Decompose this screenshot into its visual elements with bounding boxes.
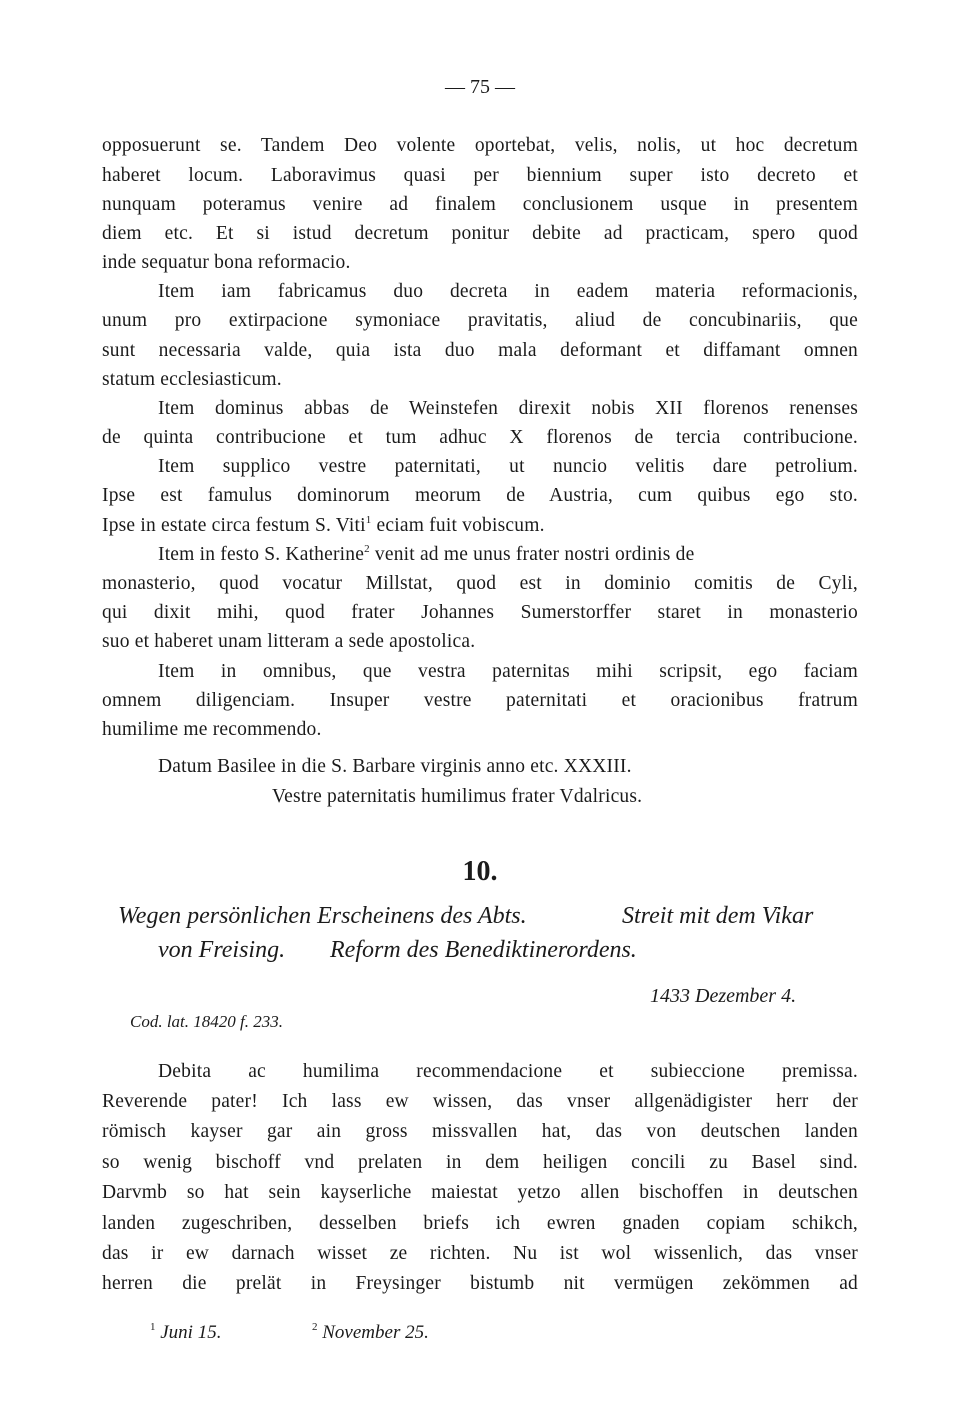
text-line: Item iam fabricamus duo decreta in eadem materia reformacionis, <box>158 281 858 302</box>
text-line: Darvmb so hat sein kayserliche maiestat yetzo allen bischoffen in deutschen <box>102 1182 858 1203</box>
text-line: de quinta contribucione et tum adhuc X florenos de tercia contribucione. <box>102 427 858 448</box>
text-line: suo et haberet unam litteram a sede apostolica. <box>102 631 476 652</box>
page-number: — 75 — <box>445 76 515 98</box>
manuscript-source: Cod. lat. 18420 f. 233. <box>130 1012 284 1031</box>
text-line: Item dominus abbas de Weinstefen direxit nobis XII florenos renenses <box>158 398 858 419</box>
footnote-text: November 25. <box>322 1322 429 1343</box>
footnote-marker: 1 <box>150 1321 156 1333</box>
text-line: herren die prelät in Freysinger bistumb nit vermügen zekömmen ad <box>102 1273 858 1294</box>
section-heading: von Freising. <box>158 937 286 963</box>
section-heading: Wegen persönlichen Erscheinens des Abts. <box>118 903 527 929</box>
section-heading: Streit mit dem Vikar <box>622 903 814 929</box>
text-line: römisch kayser gar ain gross missvallen hat, das von deutschen landen <box>102 1121 858 1142</box>
text-line: das ir ew darnach wisset ze richten. Nu ist wol wissenlich, das vnser <box>102 1243 858 1264</box>
section-heading: Reform des Benediktinerordens. <box>330 937 637 963</box>
text-line: inde sequatur bona reformacio. <box>102 252 351 273</box>
text-segment: venit ad me unus frater nostri ordinis de <box>369 544 695 565</box>
text-line: sunt necessaria valde, quia ista duo mala deformant et diffamant omnen <box>102 340 858 361</box>
text-line: statum ecclesiasticum. <box>102 369 282 390</box>
footnote-text: Juni 15. <box>160 1322 222 1343</box>
text-line: haberet locum. Laboravimus quasi per biennium super isto decreto et <box>102 165 858 186</box>
text-line: Ipse est famulus dominorum meorum de Austria, cum quibus ego sto. <box>102 485 858 506</box>
footnote-marker: 1 <box>365 514 372 526</box>
text-line: nunquam poteramus venire ad finalem conclusionem usque in presentem <box>102 194 858 215</box>
footnote <box>312 1322 429 1344</box>
section-number: 10. <box>462 856 498 887</box>
text-line: so wenig bischoff vnd prelaten in dem heiligen concili zu Basel sind. <box>102 1152 858 1173</box>
text-line: Debita ac humilima recommendacione et subieccione premissa. <box>158 1061 858 1082</box>
text-line-with-footnote <box>158 540 858 570</box>
text-line: humilime me recommendo. <box>102 719 322 740</box>
footnote-marker: 2 <box>364 543 370 555</box>
text-segment: Ipse in estate circa festum S. Viti <box>102 515 366 536</box>
dating-line: Datum Basilee in die S. Barbare virginis anno etc. XXXIII. <box>158 756 632 777</box>
text-line: unum pro extirpacione symoniace pravitatis, aliud de concubinariis, que <box>102 310 858 331</box>
text-line: Item in omnibus, que vestra paternitas mihi scripsit, ego faciam <box>158 661 858 682</box>
text-line-with-footnote <box>102 511 858 541</box>
footnote-marker: 2 <box>312 1321 318 1333</box>
document-date: 1433 Dezember 4. <box>650 985 797 1007</box>
text-line: landen zugeschriben, desselben briefs ich ewren gnaden copiam schikch, <box>102 1213 858 1234</box>
text-segment: Item in festo S. Katherine <box>158 544 365 565</box>
text-line: Item supplico vestre paternitati, ut nuncio velitis dare petrolium. <box>158 456 858 477</box>
footnote <box>150 1322 221 1344</box>
text-segment: eciam fuit vobiscum. <box>371 515 545 536</box>
text-line: monasterio, quod vocatur Millstat, quod est in dominio comitis de Cyli, <box>102 573 858 594</box>
text-line: opposuerunt se. Tandem Deo volente oportebat, velis, nolis, ut hoc decretum <box>102 135 858 156</box>
text-line: diem etc. Et si istud decretum ponitur debite ad practicam, spero quod <box>102 223 858 244</box>
text-line: Reverende pater! Ich lass ew wissen, das vnser allgenädigister herr der <box>102 1091 858 1112</box>
signature-line: Vestre paternitatis humilimus frater Vdalricus. <box>272 786 643 807</box>
text-line: omnem diligenciam. Insuper vestre paternitati et oracionibus fratrum <box>102 690 858 711</box>
text-line: qui dixit mihi, quod frater Johannes Sumerstorffer staret in monasterio <box>102 602 858 623</box>
